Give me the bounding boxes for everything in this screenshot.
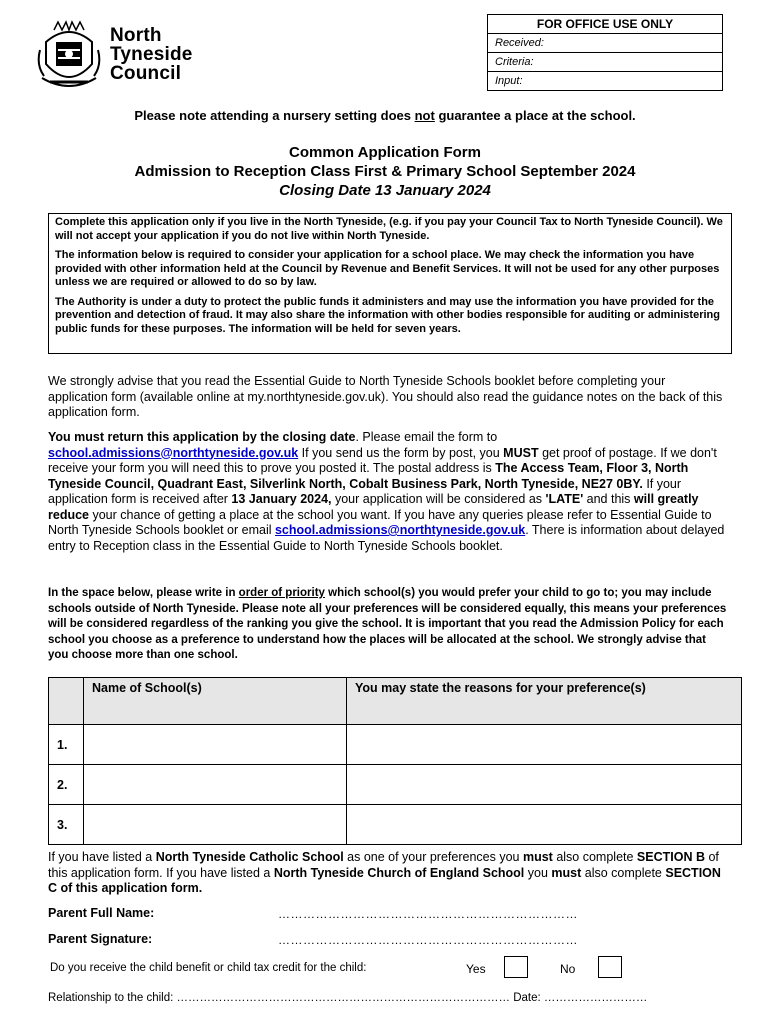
- parent-signature-field[interactable]: ………………………………………………………………: [278, 933, 578, 947]
- parent-name-field[interactable]: ………………………………………………………………: [278, 907, 578, 921]
- fraud-notice-text: The Authority is under a duty to protect the public funds it administers and may use the information you have provided for the prevention and detection of fraud. It may also share the information with other bodies responsible for auditing or administering public funds for these purposes. The information will be held for seven years.: [55, 295, 720, 335]
- benefit-question: Do you receive the child benefit or child tax credit for the child:: [50, 962, 367, 974]
- nursery-note: Please note attending a nursery setting does not guarantee a place at the school.: [134, 108, 636, 123]
- council-name: North Tyneside Council: [110, 25, 193, 84]
- table-row: [49, 805, 742, 845]
- school-name-input[interactable]: [84, 765, 347, 805]
- email-link[interactable]: school.admissions@northtyneside.gov.uk: [48, 445, 299, 460]
- form-title: Common Application Form: [289, 144, 481, 161]
- sections-instructions: If you have listed a North Tyneside Catholic School as one of your preferences you must also complete SECTION B of this application form. If you have listed a North Tyneside Church of England School you must also complete SECTION C of this application form.: [48, 850, 721, 895]
- email-link-2[interactable]: school.admissions@northtyneside.gov.uk: [274, 523, 526, 537]
- table-corner-cell: [49, 678, 84, 725]
- form-subtitle: Admission to Reception Class First & Primary School September 2024: [134, 163, 636, 180]
- yes-label: Yes: [466, 962, 486, 976]
- yes-checkbox[interactable]: [504, 956, 528, 978]
- office-criteria-field: Criteria:: [488, 53, 722, 72]
- priority-instructions: In the space below, please write in order of priority which school(s) you would prefer your child to go to; you may include schools outside of North Tyneside. Please note all your preferences will be considered equally, this means your preferences will be considered regardless of the ranking you give the school. It is important that you read the Admission Policy for each school you choose as a preference to understand how the places will be allocated at the school. We strongly advise that you choose more than one school.: [48, 587, 727, 661]
- no-label: No: [560, 962, 576, 976]
- eligibility-infobox: [48, 213, 732, 354]
- table-row: [49, 765, 742, 805]
- office-use-title: FOR OFFICE USE ONLY: [488, 15, 722, 34]
- column-header-school: Name of School(s): [84, 678, 347, 725]
- table-row: [49, 725, 742, 765]
- advice-paragraph: We strongly advise that you read the Essential Guide to North Tyneside Schools booklet before completing your application form (available online at my.northtyneside.gov.uk). You should also read the guidance notes on the back of this application form.: [48, 374, 723, 419]
- office-received-field: Received:: [488, 34, 722, 53]
- school-preferences-table: [48, 677, 742, 845]
- reason-input[interactable]: [347, 765, 742, 805]
- reason-input[interactable]: [347, 725, 742, 765]
- reason-input[interactable]: [347, 805, 742, 845]
- no-checkbox[interactable]: [598, 956, 622, 978]
- preference-number: 3.: [49, 805, 84, 845]
- eligibility-text: Complete this application only if you live in the North Tyneside, (e.g. if you pay your Council Tax to North Tyneside Council). We will not accept your application if you do not live within North Tyneside.: [55, 216, 723, 242]
- school-name-input[interactable]: [84, 805, 347, 845]
- preference-number: 1.: [49, 725, 84, 765]
- council-crest-logo: [36, 20, 102, 92]
- closing-date: Closing Date 13 January 2024: [279, 182, 491, 199]
- parent-signature-label: Parent Signature:: [48, 932, 153, 946]
- office-use-box: [487, 14, 723, 91]
- preference-number: 2.: [49, 765, 84, 805]
- information-use-text: The information below is required to consider your application for a school place. We may check the information you have provided with other information held at the Council by Revenue and Benefit Services. It will not be used for any other purposes unless we are required or allowed to do so by law.: [55, 249, 720, 288]
- office-input-field: Input:: [495, 75, 523, 87]
- school-name-input[interactable]: [84, 725, 347, 765]
- column-header-reasons: You may state the reasons for your preference(s): [347, 678, 742, 725]
- return-instructions: You must return this application by the closing date. Please email the form to school.admissions@northtyneside.gov.uk If you send us the form by post, you MUST get proof of postage. If we don't receive your form you will need this to prove you posted it. The postal address is The Access Team, Floor 3, North Tyneside Council, Quadrant East, Silverlink North, Cobalt Business Park, North Tyneside, NE27 0BY. If your application form is received after 13 January 2024, your application will be considered as 'LATE' and this will greatly reduce your chance of getting a place at the school you want. If you have any queries please refer to Essential Guide to North Tyneside Schools booklet or email school.admissions@northtyneside.gov.uk. There is information about delayed entry to Reception class in the Essential Guide to North Tyneside Schools booklet.: [48, 430, 725, 553]
- relationship-date-line[interactable]: Relationship to the child: …………………………………………………………………………… Date: ………………………: [48, 992, 648, 1004]
- parent-name-label: Parent Full Name:: [48, 906, 155, 920]
